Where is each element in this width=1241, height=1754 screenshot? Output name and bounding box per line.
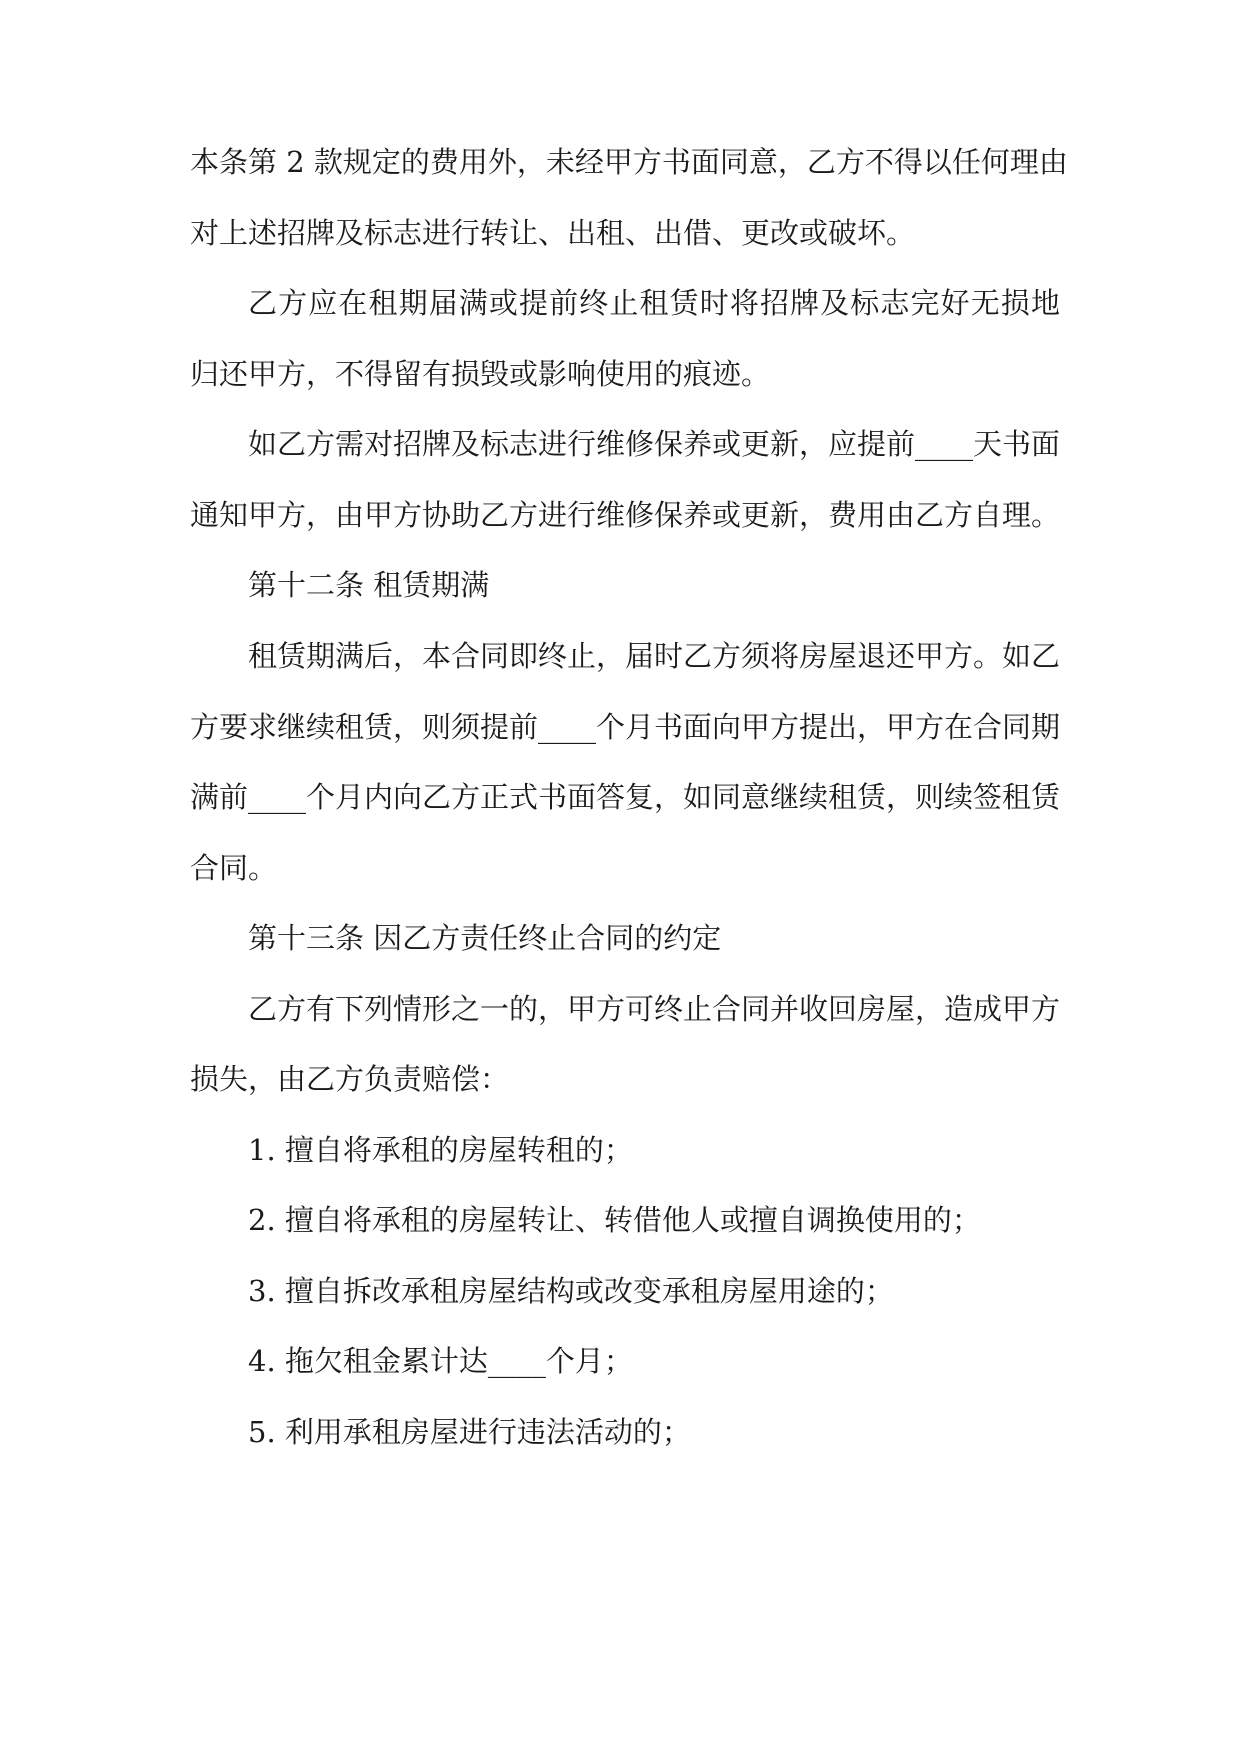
- list-item: 2. 擅自将承租的房屋转让、转借他人或擅自调换使用的；: [248, 1203, 981, 1237]
- paragraph-line: 满前____个月内向乙方正式书面答复，如同意继续租赁，则续签租赁: [190, 780, 1061, 814]
- list-item: 5. 利用承租房屋进行违法活动的；: [248, 1415, 691, 1449]
- list-item: 3. 擅自拆改承租房屋结构或改变承租房屋用途的；: [248, 1274, 894, 1308]
- paragraph-line: 损失，由乙方负责赔偿：: [190, 1062, 510, 1096]
- paragraph-line: 乙方应在租期届满或提前终止租赁时将招牌及标志完好无损地: [248, 286, 1060, 320]
- paragraph-line: 合同。: [190, 851, 278, 885]
- list-item: 4. 拖欠租金累计达____个月；: [248, 1344, 633, 1378]
- paragraph-line: 对上述招牌及标志进行转让、出租、出借、更改或破坏。: [190, 216, 916, 250]
- paragraph-line: 归还甲方，不得留有损毁或影响使用的痕迹。: [190, 357, 771, 391]
- paragraph-line: 如乙方需对招牌及标志进行维修保养或更新，应提前____天书面: [248, 427, 1061, 461]
- paragraph-line: 方要求继续租赁，则须提前____个月书面向甲方提出，甲方在合同期: [190, 710, 1061, 744]
- paragraph-line: 通知甲方，由甲方协助乙方进行维修保养或更新，费用由乙方自理。: [190, 498, 1061, 532]
- section-heading: 第十三条 因乙方责任终止合同的约定: [248, 921, 722, 955]
- paragraph-line: 乙方有下列情形之一的，甲方可终止合同并收回房屋，造成甲方: [248, 992, 1061, 1026]
- paragraph-line: 本条第 2 款规定的费用外，未经甲方书面同意，乙方不得以任何理由: [190, 145, 1068, 179]
- section-heading: 第十二条 租赁期满: [248, 568, 490, 602]
- list-item: 1. 擅自将承租的房屋转租的；: [248, 1133, 633, 1167]
- paragraph-line: 租赁期满后，本合同即终止，届时乙方须将房屋退还甲方。如乙: [248, 639, 1061, 673]
